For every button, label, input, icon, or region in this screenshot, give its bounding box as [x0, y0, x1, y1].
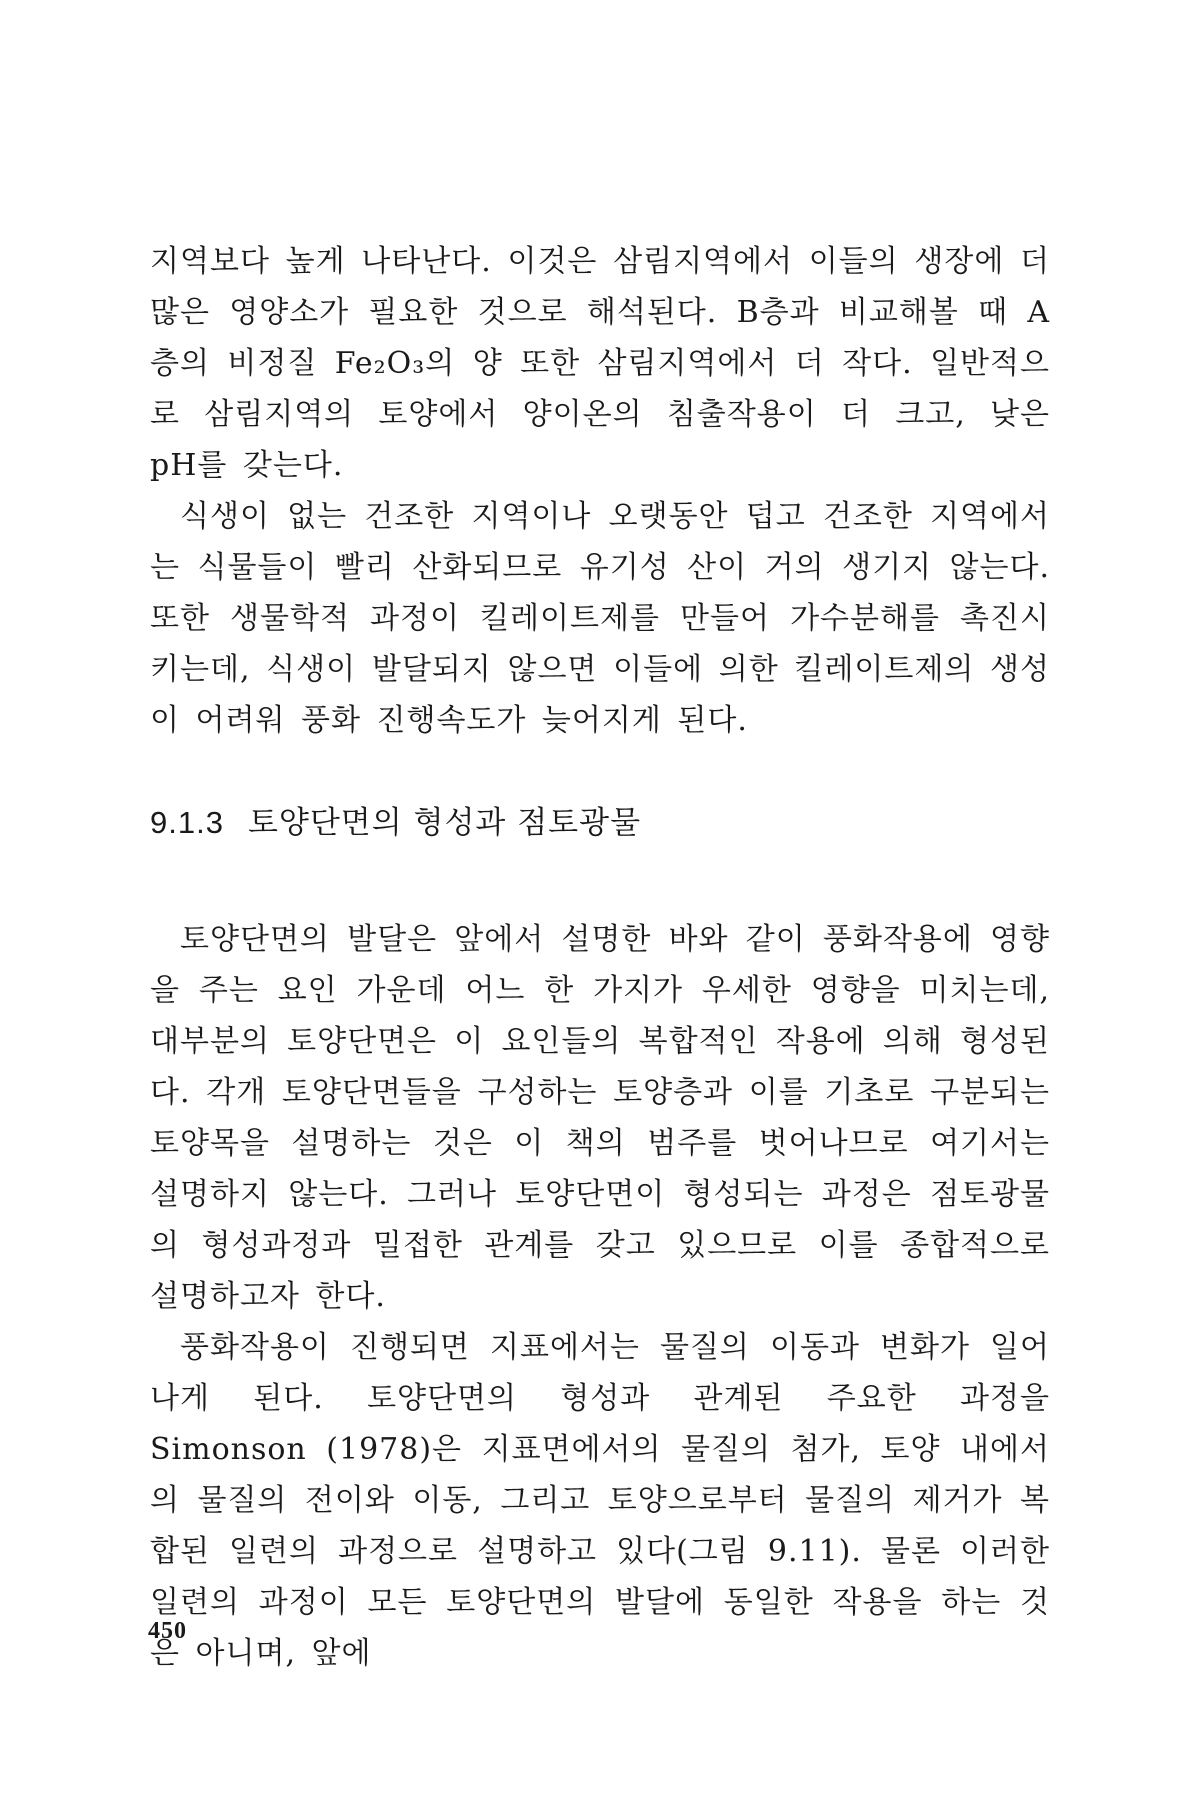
page-body: [150, 236, 1050, 1679]
paragraph-3: 토양단면의 발달은 앞에서 설명한 바와 같이 풍화작용에 영향을 주는 요인 가운데 어느 한 가지가 우세한 영향을 미치는데, 대부분의 토양단면은 이 요인들의 복합적인 작용에 의해 형성된다. 각개 토양단면들을 구성하는 토양층과 이를 기초로 구분되는 토양목을 설명하는 것은 이 책의 범주를 벗어나므로 여기서는 설명하지 않는다. 그러나 토양단면이 형성되는 과정은 점토광물의 형성과정과 밀접한 관계를 갖고 있으므로 이를 종합적으로 설명하고자 한다.: [150, 922, 1050, 1314]
section-number: 9.1.3: [150, 805, 224, 840]
page-number: 450: [148, 1618, 187, 1644]
section-title: 토양단면의 형성과 점토광물: [247, 805, 642, 841]
paragraph-4: 풍화작용이 진행되면 지표에서는 물질의 이동과 변화가 일어나게 된다. 토양단면의 형성과 관계된 주요한 과정을 Simonson (1978)은 지표면에서의 물질의 첨가, 토양 내에서의 물질의 전이와 이동, 그리고 토양으로부터 물질의 제거가 복합된 일련의 과정으로 설명하고 있다(그림 9.11). 물론 이러한 일련의 과정이 모든 토양단면의 발달에 동일한 작용을 하는 것은 아니며, 앞에: [150, 1330, 1050, 1671]
section-heading: [150, 803, 1050, 843]
paragraph-2: 식생이 없는 건조한 지역이나 오랫동안 덥고 건조한 지역에서는 식물들이 빨리 산화되므로 유기성 산이 거의 생기지 않는다. 또한 생물학적 과정이 킬레이트제를 만들어 가수분해를 촉진시키는데, 식생이 발달되지 않으면 이들에 의한 킬레이트제의 생성이 어려워 풍화 진행속도가 늦어지게 된다.: [150, 499, 1050, 738]
paragraph-1: 지역보다 높게 나타난다. 이것은 삼림지역에서 이들의 생장에 더 많은 영양소가 필요한 것으로 해석된다. B층과 비교해볼 때 A층의 비정질 Fe₂O₃의 양 또한 삼림지역에서 더 작다. 일반적으로 삼림지역의 토양에서 양이온의 침출작용이 더 크고, 낮은 pH를 갖는다.: [150, 244, 1050, 483]
